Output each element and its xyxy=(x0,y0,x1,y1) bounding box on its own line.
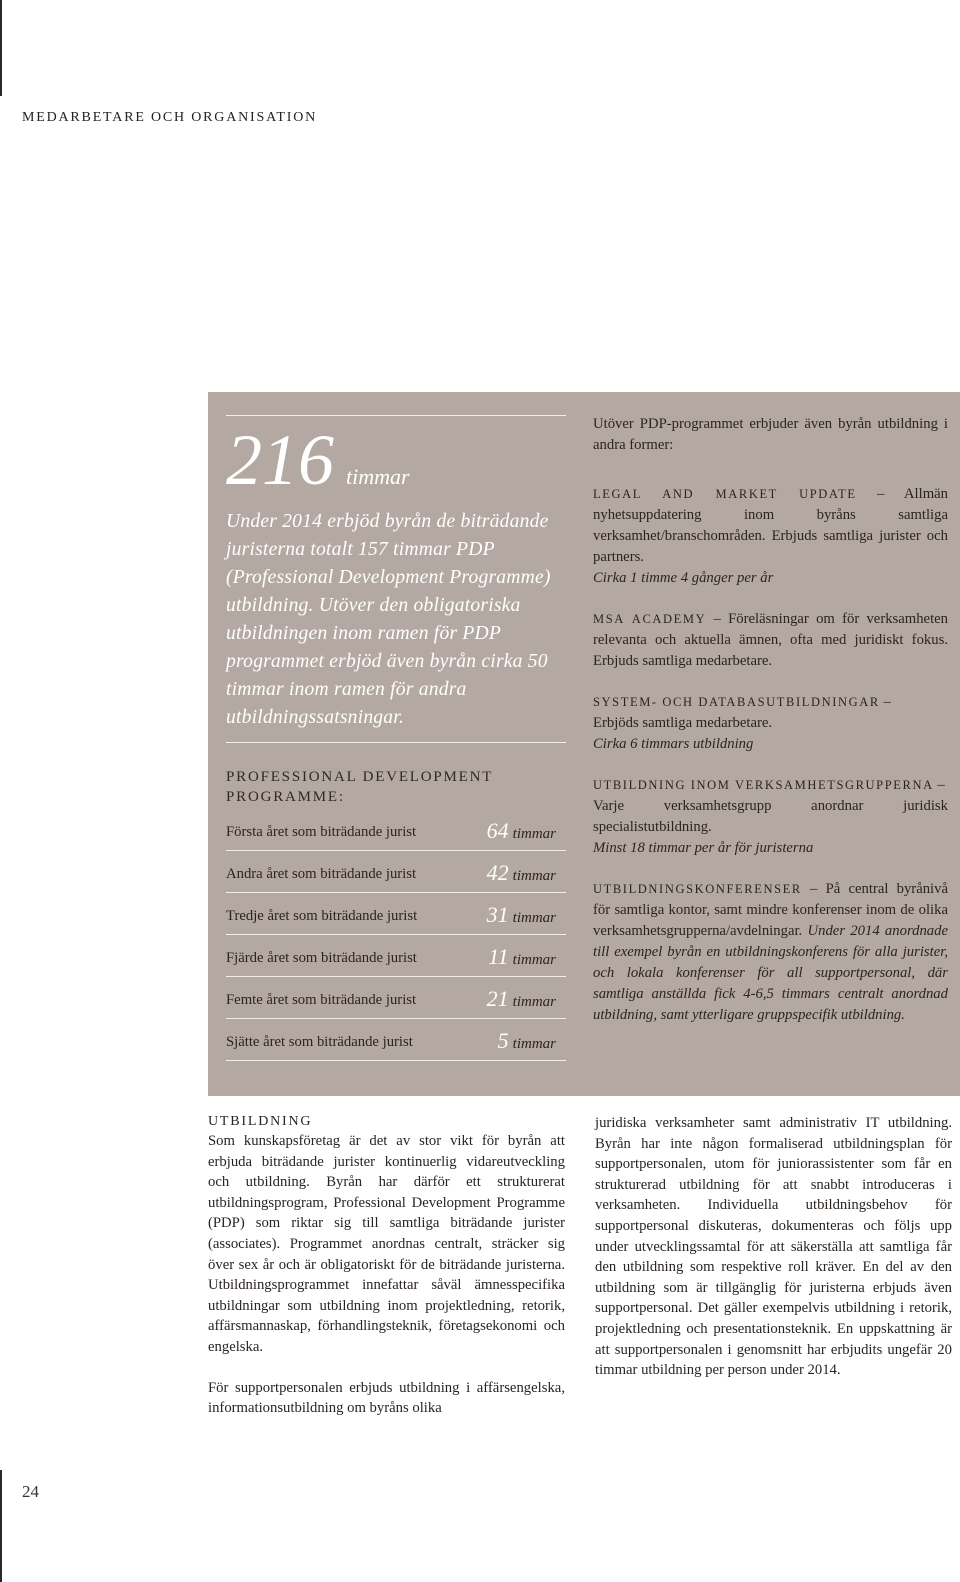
big-number: 216 xyxy=(226,420,334,500)
pdp-row xyxy=(226,818,566,851)
pdp-row xyxy=(226,902,566,935)
training-item-heading: UTBILDNINGSKONFERENSER xyxy=(593,882,802,896)
pdp-row xyxy=(226,944,566,977)
pdp-row-label: Tredje året som biträdande jurist xyxy=(226,908,418,924)
training-item-note: Cirka 6 timmars utbildning xyxy=(593,736,754,752)
pdp-title: PROFESSIONAL DEVELOPMENT PROGRAMME: xyxy=(226,769,493,805)
pdp-row-value xyxy=(488,944,556,970)
pdp-hours: 21 xyxy=(486,986,509,1011)
training-item xyxy=(593,484,948,589)
training-item-dash: – xyxy=(879,694,891,710)
support-paragraph-start: För supportpersonalen erbjuds utbildning i affärsengelska, informationsutbildning om byråns olika xyxy=(208,1379,565,1417)
pdp-row xyxy=(226,860,566,893)
big-stat xyxy=(226,420,566,500)
bottom-rule xyxy=(226,742,566,743)
big-unit: timmar xyxy=(346,464,410,489)
pdp-hours: 11 xyxy=(488,944,509,969)
pdp-unit: timmar xyxy=(512,1036,556,1052)
margin-line-top xyxy=(0,0,2,96)
margin-line-bottom xyxy=(0,1470,2,1582)
training-item-heading: MSA ACADEMY xyxy=(593,612,707,626)
pdp-row-label: Sjätte året som biträdande jurist xyxy=(226,1034,413,1050)
pdp-unit: timmar xyxy=(512,952,556,968)
body-column-right xyxy=(595,1113,952,1401)
training-item-text: Erbjöds samtliga medarbetare. xyxy=(593,715,773,731)
training-item xyxy=(593,775,948,859)
training-item-heading: UTBILDNING INOM VERKSAMHETSGRUPPERNA xyxy=(593,778,934,792)
training-item-note: Cirka 1 timme 4 gånger per år xyxy=(593,570,774,586)
pdp-row-value xyxy=(487,902,556,928)
pdp-row-label: Andra året som biträdande jurist xyxy=(226,866,417,882)
pdp-row-label: Första året som biträdande jurist xyxy=(226,824,417,840)
utbildning-paragraph: Som kunskapsföretag är det av stor vikt för byrån att erbjuda biträdande jurister kontinuerlig vidareutveckling och utbildning. Byrån har därför ett strukturerat utbildningsprogram, Professional Development Programme (PDP) som riktar sig till samtliga biträdande jurister (associates). Programmet anordnas centralt, sträcker sig över sex år och är obligatoriskt för de biträdande juristerna. Utbildningsprogrammet innefattar såväl ämnesspecifika utbildningar som utbildning inom projektledning, retorik, affärsmannaskap, förhandlingsteknik, företagsekonomi och engelska. xyxy=(208,1133,565,1355)
training-item-note: Under 2014 anordnade till exempel byrån en utbildningskonferens för alla jurister, och lokala konferenser för all supportpersonal, där samtliga anställda fick 4-6,5 timmars centralt anordnad utbildning, samt ytterligare gruppspecifik utbildning. xyxy=(593,923,949,1023)
info-box xyxy=(208,392,960,1096)
pdp-table xyxy=(226,818,566,1074)
training-item-text: På central byrånivå för samtliga kontor, samt mindre konferenser inom de olika verksamhetsgrupperna/avdelningar. xyxy=(593,881,949,939)
training-item-heading: LEGAL AND MARKET UPDATE xyxy=(593,487,857,501)
training-item xyxy=(593,879,948,1026)
pdp-unit: timmar xyxy=(512,994,556,1010)
training-item-dash: – xyxy=(933,777,945,793)
utbildning-section xyxy=(208,1113,565,1358)
training-item-text: Varje verksamhetsgrupp anordnar juridisk specialistutbildning. xyxy=(593,798,948,835)
top-rule xyxy=(226,415,566,416)
body-column-left xyxy=(208,1113,565,1439)
pdp-row-label: Fjärde året som biträdande jurist xyxy=(226,950,417,966)
pdp-row-label: Femte året som biträdande jurist xyxy=(226,992,417,1008)
utbildning-heading: UTBILDNING xyxy=(208,1114,313,1129)
page-number: 24 xyxy=(22,1482,39,1501)
training-item-dash: – xyxy=(706,611,729,627)
pdp-row-value xyxy=(487,818,556,844)
pdp-hours: 64 xyxy=(486,818,509,843)
pdp-unit: timmar xyxy=(512,910,556,926)
highlight-intro: Under 2014 erbjöd byrån de biträdande juristerna totalt 157 timmar PDP (Professional Development Programme) utbildning. Utöver den obligatoriska utbildningen inom ramen för PDP programmet erbjöd även byrån cirka 50 timmar inom ramen för andra utbildningssatsningar. xyxy=(226,511,551,728)
training-item-dash: – xyxy=(856,486,904,502)
pdp-row xyxy=(226,1028,566,1061)
pdp-row-value xyxy=(487,860,556,886)
pdp-hours: 31 xyxy=(486,902,509,927)
training-item xyxy=(593,609,948,672)
training-item-dash: – xyxy=(801,881,826,897)
pdp-row xyxy=(226,986,566,1019)
support-paragraph-cont: juridiska verksamheter samt administrativ IT utbildning. Byrån har inte någon formaliserad utbildningsplan för supportpersonalen, utom för juniorassistenter som får en strukturerad utbildning för att snabbt introduceras i verksamheten. Individuella utbildningsbehov för supportpersonal diskuteras, dokumenteras och följs upp under utvecklingssamtal för att säkerställa att samtliga får den utbildning som respektive roll kräver. En del av den utbildning som är tillgänglig för juristerna erbjuds även supportpersonal. Det gäller exempelvis utbildning i retorik, projektledning och presentationsteknik. En uppskattning är att supportpersonalen i genomsnitt har erbjudits ungefär 20 timmar utbildning per person under 2014. xyxy=(595,1115,952,1379)
training-item-text: Allmän nyhetsuppdatering inom byråns samtliga verksamhet/branschområden. Erbjuds samtliga jurister och partners. xyxy=(593,486,948,565)
pdp-unit: timmar xyxy=(512,826,556,842)
highlight-panel xyxy=(226,415,566,743)
pdp-row-value xyxy=(498,1028,556,1054)
training-item-heading: SYSTEM- OCH DATABASUTBILDNINGAR xyxy=(593,695,880,709)
section-label: MEDARBETARE OCH ORGANISATION xyxy=(22,110,318,125)
pdp-hours: 5 xyxy=(497,1028,509,1053)
other-forms-panel xyxy=(593,414,948,1046)
training-item-note: Minst 18 timmar per år för juristerna xyxy=(593,840,814,856)
pdp-hours: 42 xyxy=(486,860,509,885)
pdp-unit: timmar xyxy=(512,868,556,884)
pdp-row-value xyxy=(487,986,556,1012)
training-item-text: Föreläsningar om för verksamheten relevanta och aktuella ämnen, ofta med juridiskt fokus. Erbjuds samtliga medarbetare. xyxy=(593,611,949,669)
other-forms-intro: Utöver PDP-programmet erbjuder även byrån utbildning i andra former: xyxy=(593,416,948,453)
training-item xyxy=(593,692,948,755)
